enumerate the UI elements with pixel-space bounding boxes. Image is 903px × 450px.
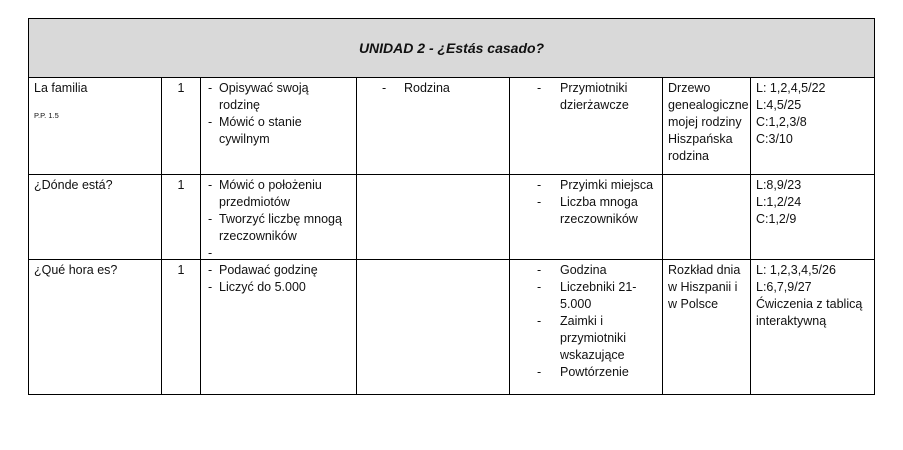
exercise-item: L:1,2/24 xyxy=(756,195,802,209)
exercises-cell xyxy=(751,260,875,395)
vocab-cell xyxy=(357,78,510,175)
skill-item: - Opisywać swoją rodzinę xyxy=(206,80,351,114)
table-row xyxy=(29,175,875,260)
grammar-item: - Przyimki miejsca xyxy=(515,177,657,194)
grammar-cell xyxy=(510,260,663,395)
exercise-item: L: 1,2,4,5/22 xyxy=(756,81,826,95)
grammar-cell xyxy=(510,78,663,175)
grammar-item: - Przymiotniki dzierżawcze xyxy=(515,80,657,114)
culture-cell: Drzewo genealogiczne mojej rodziny Hiszpańska rodzina xyxy=(663,78,751,175)
grammar-item: - Liczba mnoga rzeczowników xyxy=(515,194,657,228)
hours-cell: 1 xyxy=(162,260,201,395)
table-row xyxy=(29,260,875,395)
skills-cell xyxy=(201,260,357,395)
skills-cell xyxy=(201,175,357,260)
lesson-plan-table xyxy=(28,18,875,395)
vocab-cell xyxy=(357,260,510,395)
topic-cell: ¿Qué hora es? xyxy=(29,260,162,395)
exercise-item: L:4,5/25 xyxy=(756,98,802,112)
culture-cell xyxy=(663,175,751,260)
exercise-item: L: 1,2,3,4,5/26 xyxy=(756,263,836,277)
vocab-cell xyxy=(357,175,510,260)
skill-item: - Mówić o położeniu przedmiotów xyxy=(206,177,351,211)
grammar-item: - Godzina xyxy=(515,262,657,279)
exercise-item: Ćwiczenia z tablicą interaktywną xyxy=(756,297,863,328)
vocab-item: - Rodzina xyxy=(382,80,504,97)
grammar-item: - Liczebniki 21-5.000 xyxy=(515,279,657,313)
exercise-item: L:6,7,9/27 xyxy=(756,280,812,294)
grammar-item: - Zaimki i przymiotniki wskazujące xyxy=(515,313,657,364)
culture-cell: Rozkład dnia w Hiszpanii i w Polsce xyxy=(663,260,751,395)
exercise-item: C:1,2,3/8 xyxy=(756,115,807,129)
topic-cell xyxy=(29,78,162,175)
topic-cell: ¿Dónde está? xyxy=(29,175,162,260)
exercises-cell xyxy=(751,78,875,175)
hours-cell: 1 xyxy=(162,175,201,260)
skill-item: - Tworzyć liczbę mnogą rzeczowników xyxy=(206,211,351,245)
skill-item: - Mówić o stanie cywilnym xyxy=(206,114,351,148)
skill-item: - Liczyć do 5.000 xyxy=(206,279,351,296)
grammar-cell xyxy=(510,175,663,260)
skills-cell xyxy=(201,78,357,175)
grammar-item: - Powtórzenie xyxy=(515,364,657,381)
exercise-item: C:1,2/9 xyxy=(756,212,797,226)
exercises-cell xyxy=(751,175,875,260)
hours-cell: 1 xyxy=(162,78,201,175)
table-row xyxy=(29,78,875,175)
unit-title: UNIDAD 2 - ¿Estás casado? xyxy=(29,19,875,78)
skill-item: - Podawać godzinę xyxy=(206,262,351,279)
topic-label: La familia xyxy=(34,81,88,95)
topic-note: P.P. 1.5 xyxy=(34,111,59,120)
exercise-item: L:8,9/23 xyxy=(756,178,802,192)
title-row xyxy=(29,19,875,78)
exercise-item: C:3/10 xyxy=(756,132,793,146)
